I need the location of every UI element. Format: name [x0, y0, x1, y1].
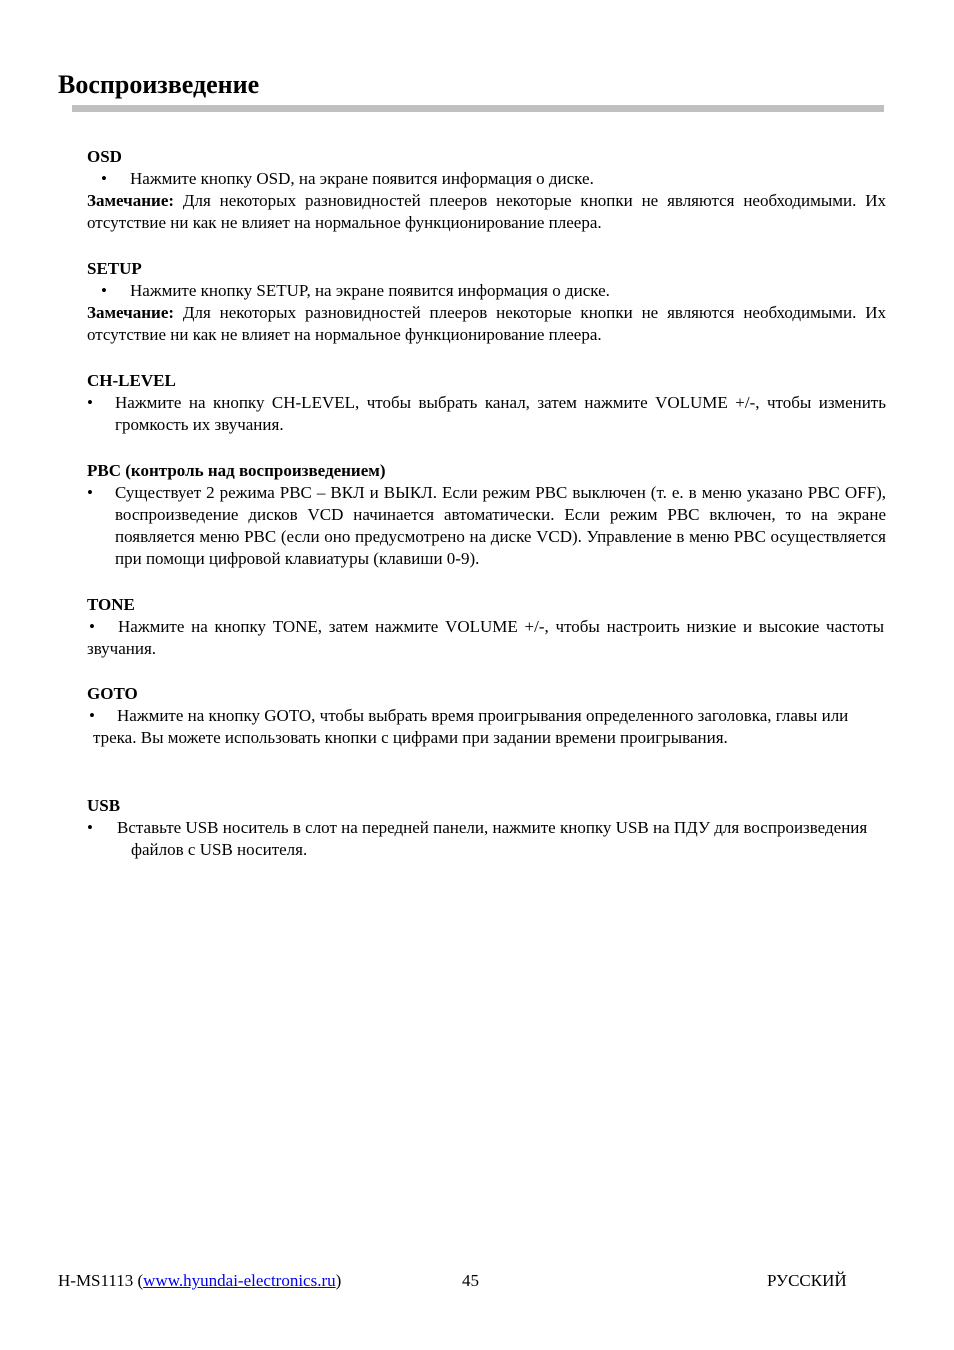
list-item — [87, 705, 883, 749]
list-item-text: Нажмите на кнопку CH-LEVEL, чтобы выбрать канал, затем нажмите VOLUME +/-, чтобы изменить громкость их звучания. — [115, 393, 886, 434]
section-heading: GOTO — [87, 684, 138, 703]
section-heading: USB — [87, 796, 121, 815]
list-item-text: Нажмите кнопку SETUP, на экране появится информация о диске. — [130, 281, 610, 300]
note — [87, 302, 886, 346]
note-text: Для некоторых разновидностей плееров некоторые кнопки не являются необходимыми. Их отсутствие ни как не влияет на нормальное функционирование плеера. — [87, 303, 886, 344]
section-heading: SETUP — [87, 259, 142, 278]
list-item — [87, 817, 886, 861]
bullet-icon: • — [101, 169, 107, 188]
page-number: 45 — [462, 1271, 479, 1290]
section-heading: OSD — [87, 147, 122, 166]
bullet-icon: • — [89, 706, 95, 725]
bullet-icon: • — [87, 483, 93, 502]
title-divider — [72, 105, 884, 112]
list-item-text: Нажмите на кнопку GOTO, чтобы выбрать время проигрывания определенного заголовка, главы или трека. Вы можете использовать кнопки с цифрами при задании времени проигрывания. — [93, 706, 849, 747]
bullet-icon: • — [101, 281, 107, 300]
section-ch-level — [87, 370, 886, 436]
section-heading: CH-LEVEL — [87, 371, 176, 390]
section-usb — [87, 795, 886, 861]
section-heading: TONE — [87, 595, 135, 614]
note-label: Замечание: — [87, 191, 175, 210]
footer-model-close: ) — [335, 1271, 342, 1290]
list-item — [87, 392, 886, 436]
list-item-text: Вставьте USB носитель в слот на передней панели, нажмите кнопку USB на ПДУ для воспроизведения файлов с USB носителя. — [117, 818, 868, 859]
list-item-text: Нажмите на кнопку TONE, затем нажмите VOLUME +/-, чтобы настроить низкие и высокие частоты звучания. — [87, 617, 884, 658]
note — [87, 190, 886, 234]
bullet-icon: • — [89, 617, 95, 636]
note-label: Замечание: — [87, 303, 175, 322]
section-osd — [87, 146, 886, 234]
section-pbc — [87, 460, 886, 570]
list-item — [87, 280, 886, 302]
section-tone — [87, 594, 886, 660]
note-text: Для некоторых разновидностей плееров некоторые кнопки не являются необходимыми. Их отсутствие ни как не влияет на нормальное функционирование плеера. — [87, 191, 886, 232]
footer-model — [58, 1270, 341, 1292]
section-setup — [87, 258, 886, 346]
footer-model-text: H-MS1113 ( — [58, 1271, 144, 1290]
list-item — [87, 616, 884, 660]
section-goto — [87, 683, 886, 749]
list-item-text: Существует 2 режима PBC – ВКЛ и ВЫКЛ. Если режим PBC выключен (т. е. в меню указано PBC OFF), воспроизведение дисков VCD начинается автоматически. Если режим PBC включен, то на экране появляется меню PBC (если оно предусмотрено на диске VCD). Управление в меню PBC осуществляется при помощи цифровой клавиатуры (клавиши 0-9). — [115, 483, 886, 568]
list-item — [87, 168, 886, 190]
list-item — [87, 482, 886, 570]
page-title: Воспроизведение — [58, 70, 260, 99]
section-heading: PBC (контроль над воспроизведением) — [87, 461, 386, 480]
footer-language: РУССКИЙ — [767, 1271, 847, 1290]
list-item-text: Нажмите кнопку OSD, на экране появится информация о диске. — [130, 169, 594, 188]
bullet-icon: • — [87, 393, 93, 412]
website-link[interactable]: www.hyundai-electronics.ru — [143, 1271, 336, 1290]
bullet-icon: • — [87, 818, 93, 837]
